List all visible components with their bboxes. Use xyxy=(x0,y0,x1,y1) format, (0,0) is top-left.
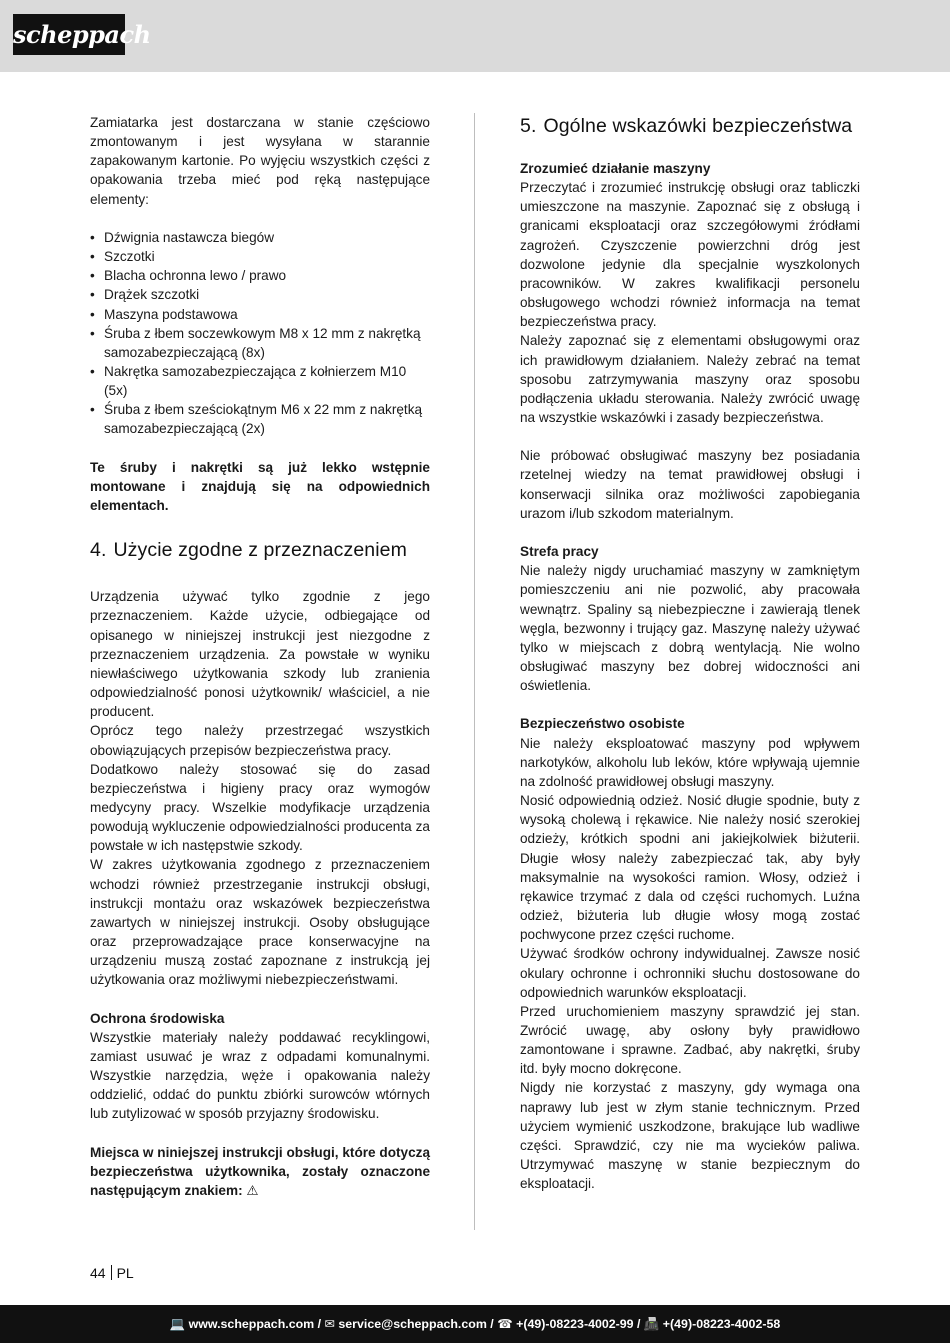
page-language: PL xyxy=(116,1265,134,1281)
paragraph: Nigdy nie korzystać z maszyny, gdy wymaga ona naprawy lub jest w złym stanie technicznym. Przed użyciem wymienić uszkodzone, brakujące lub wadliwe części. Sprawdzić, czy nie ma wycieków paliwa. Utrzymywać maszynę w stanie bezpiecznym do eksploatacji. xyxy=(520,1080,860,1192)
footer-website-link[interactable]: www.scheppach.com xyxy=(188,1317,315,1331)
paragraph: Należy zapoznać się z elementami obsługowymi oraz ich prawidłowym działaniem. Należy zebrać na temat sposobu zatrzymywania maszyny oraz sposobu podłączenia układu sterowania. Należy zwrócić uwagę na wszystkie wskazówki i zasady bezpieczeństwa. xyxy=(520,333,860,426)
section-number: 5. xyxy=(520,115,537,137)
paragraph: Dodatkowo należy stosować się do zasad bezpieczeństwa i higieny pracy oraz wymogów medycyny pracy. Wszelkie modyfikacje urządzenia powodują wykluczenie odpowiedzialności producenta za powstałe w ich następstwie szkody. xyxy=(90,761,430,854)
paragraph: Nie należy nigdy uruchamiać maszyny w zamkniętym pomieszczeniu ani nie pozwolić, aby pracowała wewnątrz. Spaliny są niebezpieczne i zawierają tlenek węgla, bezwonny i trujący gaz. Maszynę należy używać tylko w miejscach z dobrą wentylacją. Nie wolno obsługiwać maszyny bez dobrej widoczności ani oświetlenia. xyxy=(520,563,860,694)
paragraph: Urządzenia używać tylko zgodnie z jego przeznaczeniem. Każde użycie, odbiegające od opisanego w niniejszej instrukcji jest niezgodne z przeznaczeniem urządzenia. Za powstałe w wyniku niewłaściwego użytkowania szkody lub zranienia odpowiedzialność ponosi użytkownik/ właściciel, a nie producent. xyxy=(90,589,430,720)
footer-fax: +(49)-08223-4002-58 xyxy=(662,1317,781,1331)
paragraph: Oprócz tego należy przestrzegać wszystkich obowiązujących przepisów bezpieczeństwa pracy. xyxy=(90,723,430,758)
footer-separator: / xyxy=(637,1317,641,1331)
warning-text: Miejsca w niniejszej instrukcji obsługi, które dotyczą bezpieczeństwa użytkownika, zostały oznaczone następującym znakiem: xyxy=(90,1144,430,1199)
list-item: • Szczotki xyxy=(90,247,430,266)
right-column xyxy=(520,113,860,1193)
brand-logo: scheppach xyxy=(13,14,125,55)
page-number xyxy=(90,1265,134,1281)
footer-separator: / xyxy=(490,1317,494,1331)
list-item: • Śruba z łbem soczewkowym M8 x 12 mm z nakrętką samozabezpieczającą (8x) xyxy=(90,324,430,362)
phone-icon: ☎ xyxy=(497,1316,513,1331)
page-number-value: 44 xyxy=(90,1265,106,1281)
subheading: Bezpieczeństwo osobiste xyxy=(520,716,685,732)
computer-icon: 💻 xyxy=(169,1316,186,1331)
warning-note xyxy=(90,1143,430,1201)
warning-triangle-icon: ⚠ xyxy=(246,1183,259,1200)
list-item: • Nakrętka samozabezpieczająca z kołnierzem M10 (5x) xyxy=(90,362,430,400)
footer-phone: +(49)-08223-4002-99 xyxy=(516,1317,634,1331)
section-4-heading xyxy=(90,537,430,563)
section-title: Użycie zgodne z przeznaczeniem xyxy=(113,539,407,562)
paragraph: W zakres użytkowania zgodnego z przeznaczeniem wchodzi również przestrzeganie instrukcji obsługi, instrukcji montażu oraz wskazówek bezpieczeństwa zawartych w niniejszej instrukcji. Osoby obsługujące oraz przeprowadzające prace konserwacyjne na urządzeniu muszą zostać zapoznane z instrukcją jej użytkowania oraz możliwymi niebezpieczeństwami. xyxy=(90,857,430,988)
list-item: • Śruba z łbem sześciokątnym M6 x 22 mm z nakrętką samozabezpieczającą (2x) xyxy=(90,400,430,438)
fax-icon: 📠 xyxy=(643,1316,660,1331)
column-divider xyxy=(474,113,475,1230)
footer-contact-bar xyxy=(0,1305,950,1343)
list-item: • Drążek szczotki xyxy=(90,285,430,304)
paragraph: Przed uruchomieniem maszyny sprawdzić jej stan. Zwrócić uwagę, aby osłony były prawidłowo zamontowane i sprawne. Zadbać, aby nakrętki, śruby itd. były mocno dokręcone. xyxy=(520,1003,860,1077)
footer-separator: / xyxy=(317,1317,322,1331)
left-column xyxy=(90,113,430,1201)
paragraph: Nie należy eksploatować maszyny pod wpływem narkotyków, alkoholu lub leków, które wpływają ujemnie na zdolność prawidłowej obsługi maszyny. xyxy=(520,735,860,789)
mail-icon: ✉ xyxy=(324,1316,335,1331)
preassembly-note: Te śruby i nakrętki są już lekko wstępnie montowane i znajdują się na odpowiednich elementach. xyxy=(90,459,430,514)
section-title: Ogólne wskazówki bezpieczeństwa xyxy=(543,115,853,137)
subheading: Ochrona środowiska xyxy=(90,1010,225,1026)
intro-paragraph: Zamiatarka jest dostarczana w stanie częściowo zmontowanym i jest wysyłana w starannie zapakowanym kartonie. Po wyjęciu wszystkich części z opakowania trzeba mieć pod ręką następujące elementy: xyxy=(90,115,430,207)
list-item: • Blacha ochronna lewo / prawo xyxy=(90,266,430,285)
paragraph: Nie próbować obsługiwać maszyny bez posiadania rzetelnej wiedzy na temat prawidłowej obsługi i konserwacji silnika oraz możliwości zapobiegania urazom i/lub szkodom materialnym. xyxy=(520,448,860,521)
paragraph: Nosić odpowiednią odzież. Nosić długie spodnie, buty z wysoką cholewą i rękawice. Nie należy nosić szerokiej odzieży, krótkich spodni ani jakiejkolwiek biżuterii. Długie włosy należy zabezpieczać tak, aby były maksymalnie na wysokości ramion. Włosy, odzież i rękawice trzymać z dala od części ruchomych. Luźna odzież, biżuteria lub długie włosy mogą zostać pochwycone przez części ruchome. xyxy=(520,793,860,943)
subheading: Strefa pracy xyxy=(520,544,599,560)
footer-email-link[interactable]: service@scheppach.com xyxy=(338,1317,487,1331)
parts-list xyxy=(90,228,430,439)
list-item: • Dźwignia nastawcza biegów xyxy=(90,228,430,247)
paragraph: Używać środków ochrony indywidualnej. Zawsze nosić okulary ochronne i ochronniki słuchu dostosowane do odpowiednich warunków eksploatacji. xyxy=(520,946,860,1000)
subheading: Zrozumieć działanie maszyny xyxy=(520,161,711,176)
section-number: 4. xyxy=(90,539,107,562)
section-5-heading xyxy=(520,113,860,139)
list-item: • Maszyna podstawowa xyxy=(90,305,430,324)
paragraph: Przeczytać i zrozumieć instrukcję obsługi oraz tabliczki umieszczone na maszynie. Zapoznać się z obsługą i granicami eksploatacji oraz szczegółowymi źródłami zagrożeń. Czyszczenie powierzchni dróg jest dozwolone jedynie dla specjalnie wyszkolonych pracowników. W zakres kwalifikacji personelu obsługowego wchodzi również informacja na temat bezpieczeństwa pracy. xyxy=(520,180,860,330)
paragraph: Wszystkie materiały należy poddawać recyklingowi, zamiast usuwać je wraz z odpadami komunalnymi. Wszystkie narzędzia, węże i opakowania należy oddzielić, oddać do punktu zbiórki surowców wtórnych lub zutylizować w sposób przyjazny środowisku. xyxy=(90,1029,430,1122)
header-band xyxy=(0,0,950,72)
